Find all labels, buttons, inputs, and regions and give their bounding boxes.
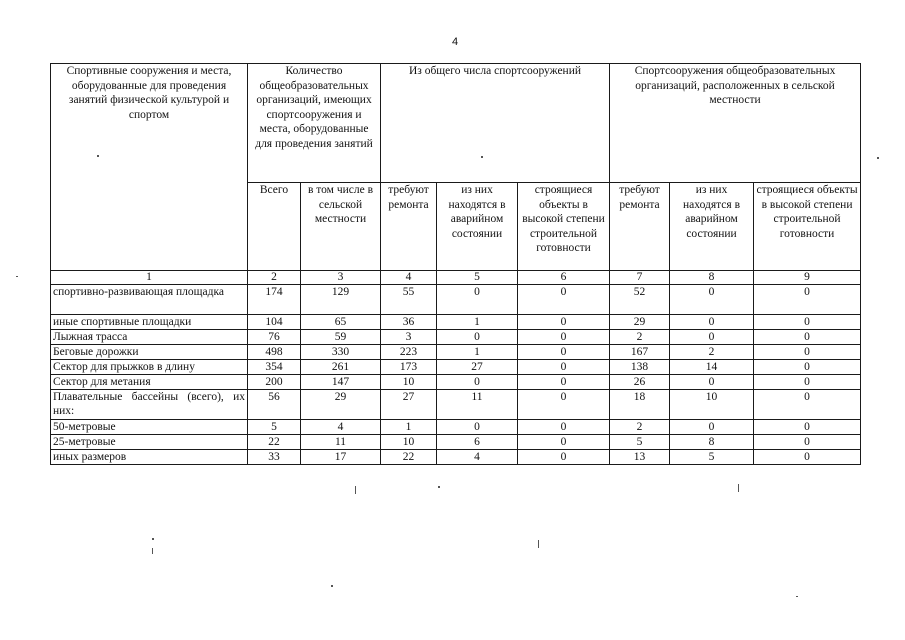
column-number: 5 [437, 271, 518, 285]
table-cell: 0 [518, 315, 610, 330]
table-cell: 2 [670, 345, 754, 360]
table-cell: 56 [248, 390, 301, 420]
header-rural-incl: в том числе в сельской местности [301, 183, 381, 271]
scan-speck [438, 486, 440, 488]
header-rural-emergency: из них находятся в аварийном состоянии [670, 183, 754, 271]
scan-speck [481, 156, 483, 158]
table-row [51, 450, 861, 465]
table-cell: 0 [518, 420, 610, 435]
header-facility: Спортивные сооружения и места, оборудованные для проведения занятий физической культурой и спортом [51, 64, 248, 271]
header-rural-group: Спортсооружения общеобразовательных организаций, расположенных в сельской местности [610, 64, 861, 183]
table-cell: 330 [301, 345, 381, 360]
table-row [51, 330, 861, 345]
table-cell: 29 [301, 390, 381, 420]
table-cell: 55 [381, 285, 437, 315]
table-cell: 6 [437, 435, 518, 450]
table-cell: 0 [518, 435, 610, 450]
table-cell: 0 [754, 450, 861, 465]
table-cell: 14 [670, 360, 754, 375]
sports-facilities-table [50, 63, 861, 465]
table-cell: 0 [754, 375, 861, 390]
table-cell: 1 [437, 315, 518, 330]
facility-name: Плавательные бассейны (всего), их них: [51, 390, 248, 420]
table-cell: 0 [754, 285, 861, 315]
table-cell: 8 [670, 435, 754, 450]
header-emergency: из них находятся в аварийном состоянии [437, 183, 518, 271]
table-row [51, 285, 861, 315]
table-cell: 10 [670, 390, 754, 420]
table-cell: 0 [518, 390, 610, 420]
table-cell: 0 [518, 330, 610, 345]
column-number: 4 [381, 271, 437, 285]
table-cell: 0 [437, 420, 518, 435]
table-cell: 0 [754, 435, 861, 450]
table-cell: 0 [518, 360, 610, 375]
facility-name: Сектор для прыжков в длину [51, 360, 248, 375]
table-cell: 0 [437, 330, 518, 345]
scan-speck [796, 596, 798, 597]
scan-speck [738, 484, 739, 492]
table-cell: 0 [754, 360, 861, 375]
table-cell: 1 [437, 345, 518, 360]
scan-speck [331, 585, 333, 587]
table-cell: 0 [754, 315, 861, 330]
table-cell: 26 [610, 375, 670, 390]
facility-name: 50-метровые [51, 420, 248, 435]
table-cell: 0 [670, 375, 754, 390]
table-cell: 27 [381, 390, 437, 420]
table-cell: 13 [610, 450, 670, 465]
table-cell: 0 [754, 390, 861, 420]
table-cell: 173 [381, 360, 437, 375]
page-number: 4 [451, 36, 459, 48]
table-cell: 129 [301, 285, 381, 315]
scan-speck [877, 157, 879, 159]
table-cell: 498 [248, 345, 301, 360]
table-cell: 354 [248, 360, 301, 375]
column-number-row [51, 271, 861, 285]
table-cell: 0 [754, 330, 861, 345]
table-cell: 0 [518, 450, 610, 465]
table-cell: 3 [381, 330, 437, 345]
column-number: 7 [610, 271, 670, 285]
table-cell: 36 [381, 315, 437, 330]
table-cell: 223 [381, 345, 437, 360]
table-cell: 65 [301, 315, 381, 330]
table-row [51, 420, 861, 435]
table-cell: 10 [381, 375, 437, 390]
table-cell: 33 [248, 450, 301, 465]
column-number: 2 [248, 271, 301, 285]
table-cell: 5 [248, 420, 301, 435]
header-all: Всего [248, 183, 301, 271]
scan-speck [152, 538, 154, 540]
column-number: 8 [670, 271, 754, 285]
table-cell: 0 [518, 375, 610, 390]
header-rural-need-repair: требуют ремонта [610, 183, 670, 271]
table-cell: 0 [670, 330, 754, 345]
table-cell: 52 [610, 285, 670, 315]
column-number: 3 [301, 271, 381, 285]
table-cell: 0 [670, 315, 754, 330]
column-number: 1 [51, 271, 248, 285]
table-cell: 0 [518, 345, 610, 360]
table-row [51, 390, 861, 420]
table-cell: 2 [610, 420, 670, 435]
scan-speck [97, 155, 99, 157]
table-cell: 138 [610, 360, 670, 375]
column-number: 9 [754, 271, 861, 285]
table-cell: 1 [381, 420, 437, 435]
scan-speck [16, 276, 18, 277]
facility-name: Сектор для метания [51, 375, 248, 390]
table-cell: 10 [381, 435, 437, 450]
table-cell: 2 [610, 330, 670, 345]
table-cell: 18 [610, 390, 670, 420]
facility-name: 25-метровые [51, 435, 248, 450]
facility-name: иные спортивные площадки [51, 315, 248, 330]
scan-speck [538, 540, 539, 548]
table-cell: 22 [381, 450, 437, 465]
scan-speck [355, 486, 356, 494]
table-cell: 76 [248, 330, 301, 345]
table-cell: 22 [248, 435, 301, 450]
facility-name: иных размеров [51, 450, 248, 465]
table-cell: 0 [754, 420, 861, 435]
table-cell: 0 [518, 285, 610, 315]
table-cell: 59 [301, 330, 381, 345]
table-cell: 27 [437, 360, 518, 375]
table-cell: 4 [301, 420, 381, 435]
table-cell: 29 [610, 315, 670, 330]
table-cell: 11 [437, 390, 518, 420]
table-row [51, 315, 861, 330]
header-total-group: Из общего числа спортсооружений [381, 64, 610, 183]
table-cell: 0 [670, 420, 754, 435]
header-rural-under-construction: строящиеся объекты в высокой степени строительной готовности [754, 183, 861, 271]
header-under-construction: строящиеся объекты в высокой степени строительной готовности [518, 183, 610, 271]
table-cell: 167 [610, 345, 670, 360]
table-cell: 11 [301, 435, 381, 450]
column-number: 6 [518, 271, 610, 285]
table-row [51, 435, 861, 450]
header-row-groups [51, 64, 861, 183]
table-cell: 147 [301, 375, 381, 390]
table-cell: 200 [248, 375, 301, 390]
table-cell: 17 [301, 450, 381, 465]
table-cell: 4 [437, 450, 518, 465]
table-row [51, 375, 861, 390]
header-need-repair: требуют ремонта [381, 183, 437, 271]
table-cell: 174 [248, 285, 301, 315]
facility-name: Беговые дорожки [51, 345, 248, 360]
header-orgs-group: Количество общеобразовательных организаций, имеющих спортсооружения и места, оборудованные для проведения занятий [248, 64, 381, 183]
table-row [51, 345, 861, 360]
table-cell: 0 [437, 375, 518, 390]
scan-speck [152, 548, 153, 554]
table-cell: 261 [301, 360, 381, 375]
table-cell: 104 [248, 315, 301, 330]
table-cell: 0 [754, 345, 861, 360]
facility-name: Лыжная трасса [51, 330, 248, 345]
table-cell: 5 [670, 450, 754, 465]
table-row [51, 360, 861, 375]
table-cell: 0 [670, 285, 754, 315]
facility-name: спортивно-развивающая площадка [51, 285, 248, 315]
table-cell: 0 [437, 285, 518, 315]
table-cell: 5 [610, 435, 670, 450]
